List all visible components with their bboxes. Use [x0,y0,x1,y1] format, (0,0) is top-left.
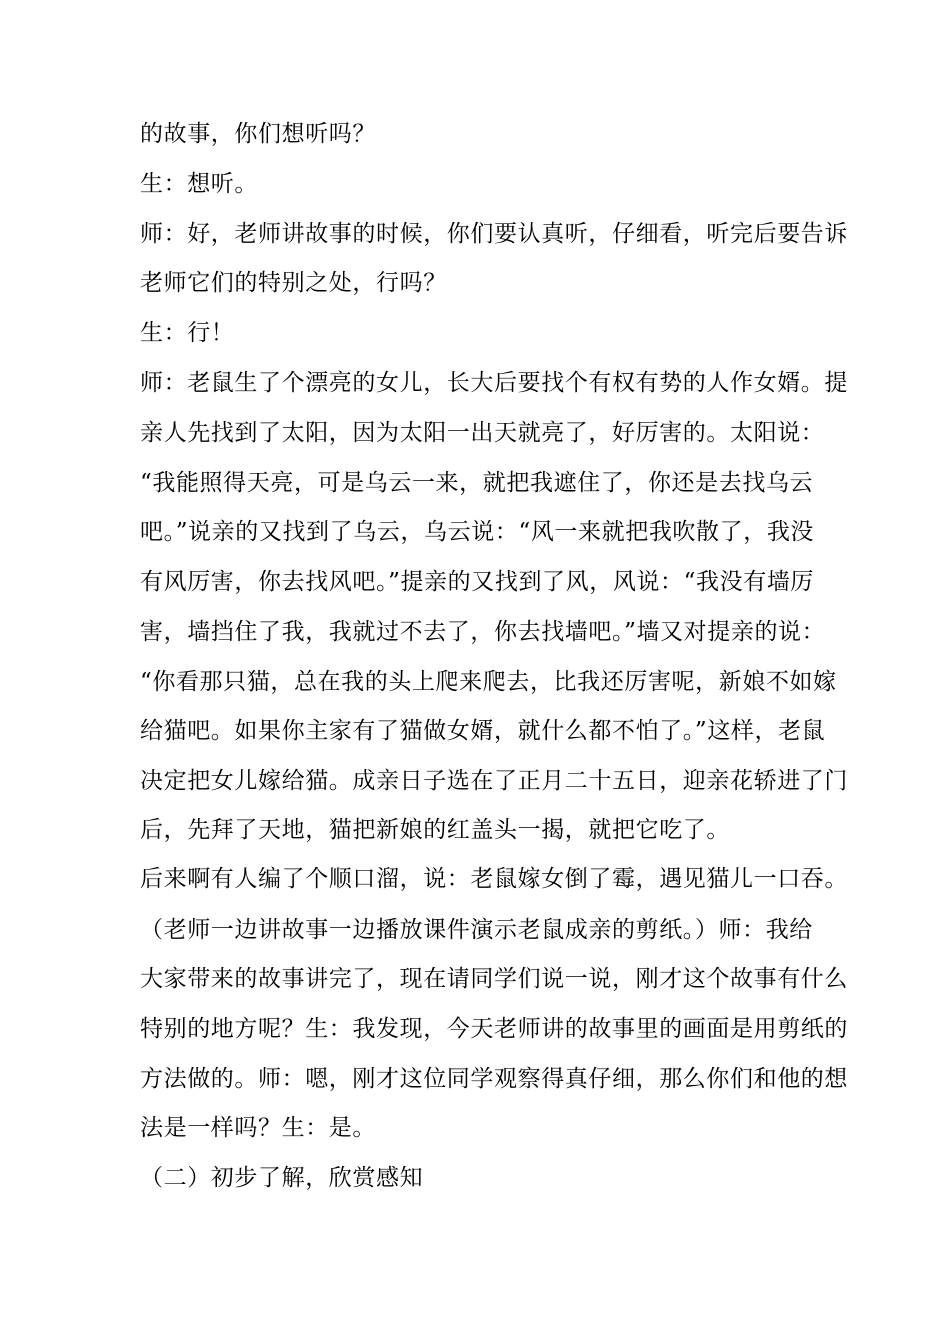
text-line-14: 决定把女儿嫁给猫。成亲日子选在了正月二十五日，迎亲花轿进了门 [140,768,848,794]
text-line-5: 生：行！ [140,320,235,346]
text-line-2: 生：想听。 [140,171,258,197]
section-heading: （二）初步了解，欣赏感知 [140,1165,424,1191]
text-line-18: 大家带来的故事讲完了，现在请同学们说一说，刚才这个故事有什么 [140,966,848,992]
text-line-16: 后来啊有人编了个顺口溜，说：老鼠嫁女倒了霉，遇见猫儿一口吞。 [140,866,848,892]
text-line-10: 有风厉害，你去找风吧。”提亲的又找到了风，风说：“我没有墙厉 [140,569,815,595]
text-line-1: 的故事，你们想听吗？ [140,121,376,147]
text-line-19: 特别的地方呢？生：我发现，今天老师讲的故事里的画面是用剪纸的 [140,1016,848,1042]
text-line-3: 师：好，老师讲故事的时候，你们要认真听，仔细看，听完后要告诉 [140,221,848,247]
text-line-11: 害，墙挡住了我，我就过不去了，你去找墙吧。”墙又对提亲的说： [140,619,826,645]
text-line-7: 亲人先找到了太阳，因为太阳一出天就亮了，好厉害的。太阳说： [140,420,825,446]
text-line-4: 老师它们的特别之处，行吗？ [140,270,447,296]
text-line-8: “我能照得天亮，可是乌云一来，就把我遮住了，你还是去找乌云 [140,470,814,496]
text-line-21: 法是一样吗？生：是。 [140,1115,376,1141]
text-line-20: 方法做的。师：嗯，刚才这位同学观察得真仔细，那么你们和他的想 [140,1066,848,1092]
text-line-13: 给猫吧。如果你主家有了猫做女婿，就什么都不怕了。”这样，老鼠 [140,718,826,744]
text-line-6: 师：老鼠生了个漂亮的女儿，长大后要找个有权有势的人作女婿。提 [140,370,848,396]
text-line-9: 吧。”说亲的又找到了乌云，乌云说：“风一来就把我吹散了，我没 [140,519,815,545]
text-line-15: 后，先拜了天地，猫把新娘的红盖头一揭，就把它吃了。 [140,817,730,843]
text-line-12: “你看那只猫，总在我的头上爬来爬去，比我还厉害呢，新娘不如嫁 [140,669,837,695]
text-line-17: （老师一边讲故事一边播放课件演示老鼠成亲的剪纸。）师：我给 [140,917,813,943]
